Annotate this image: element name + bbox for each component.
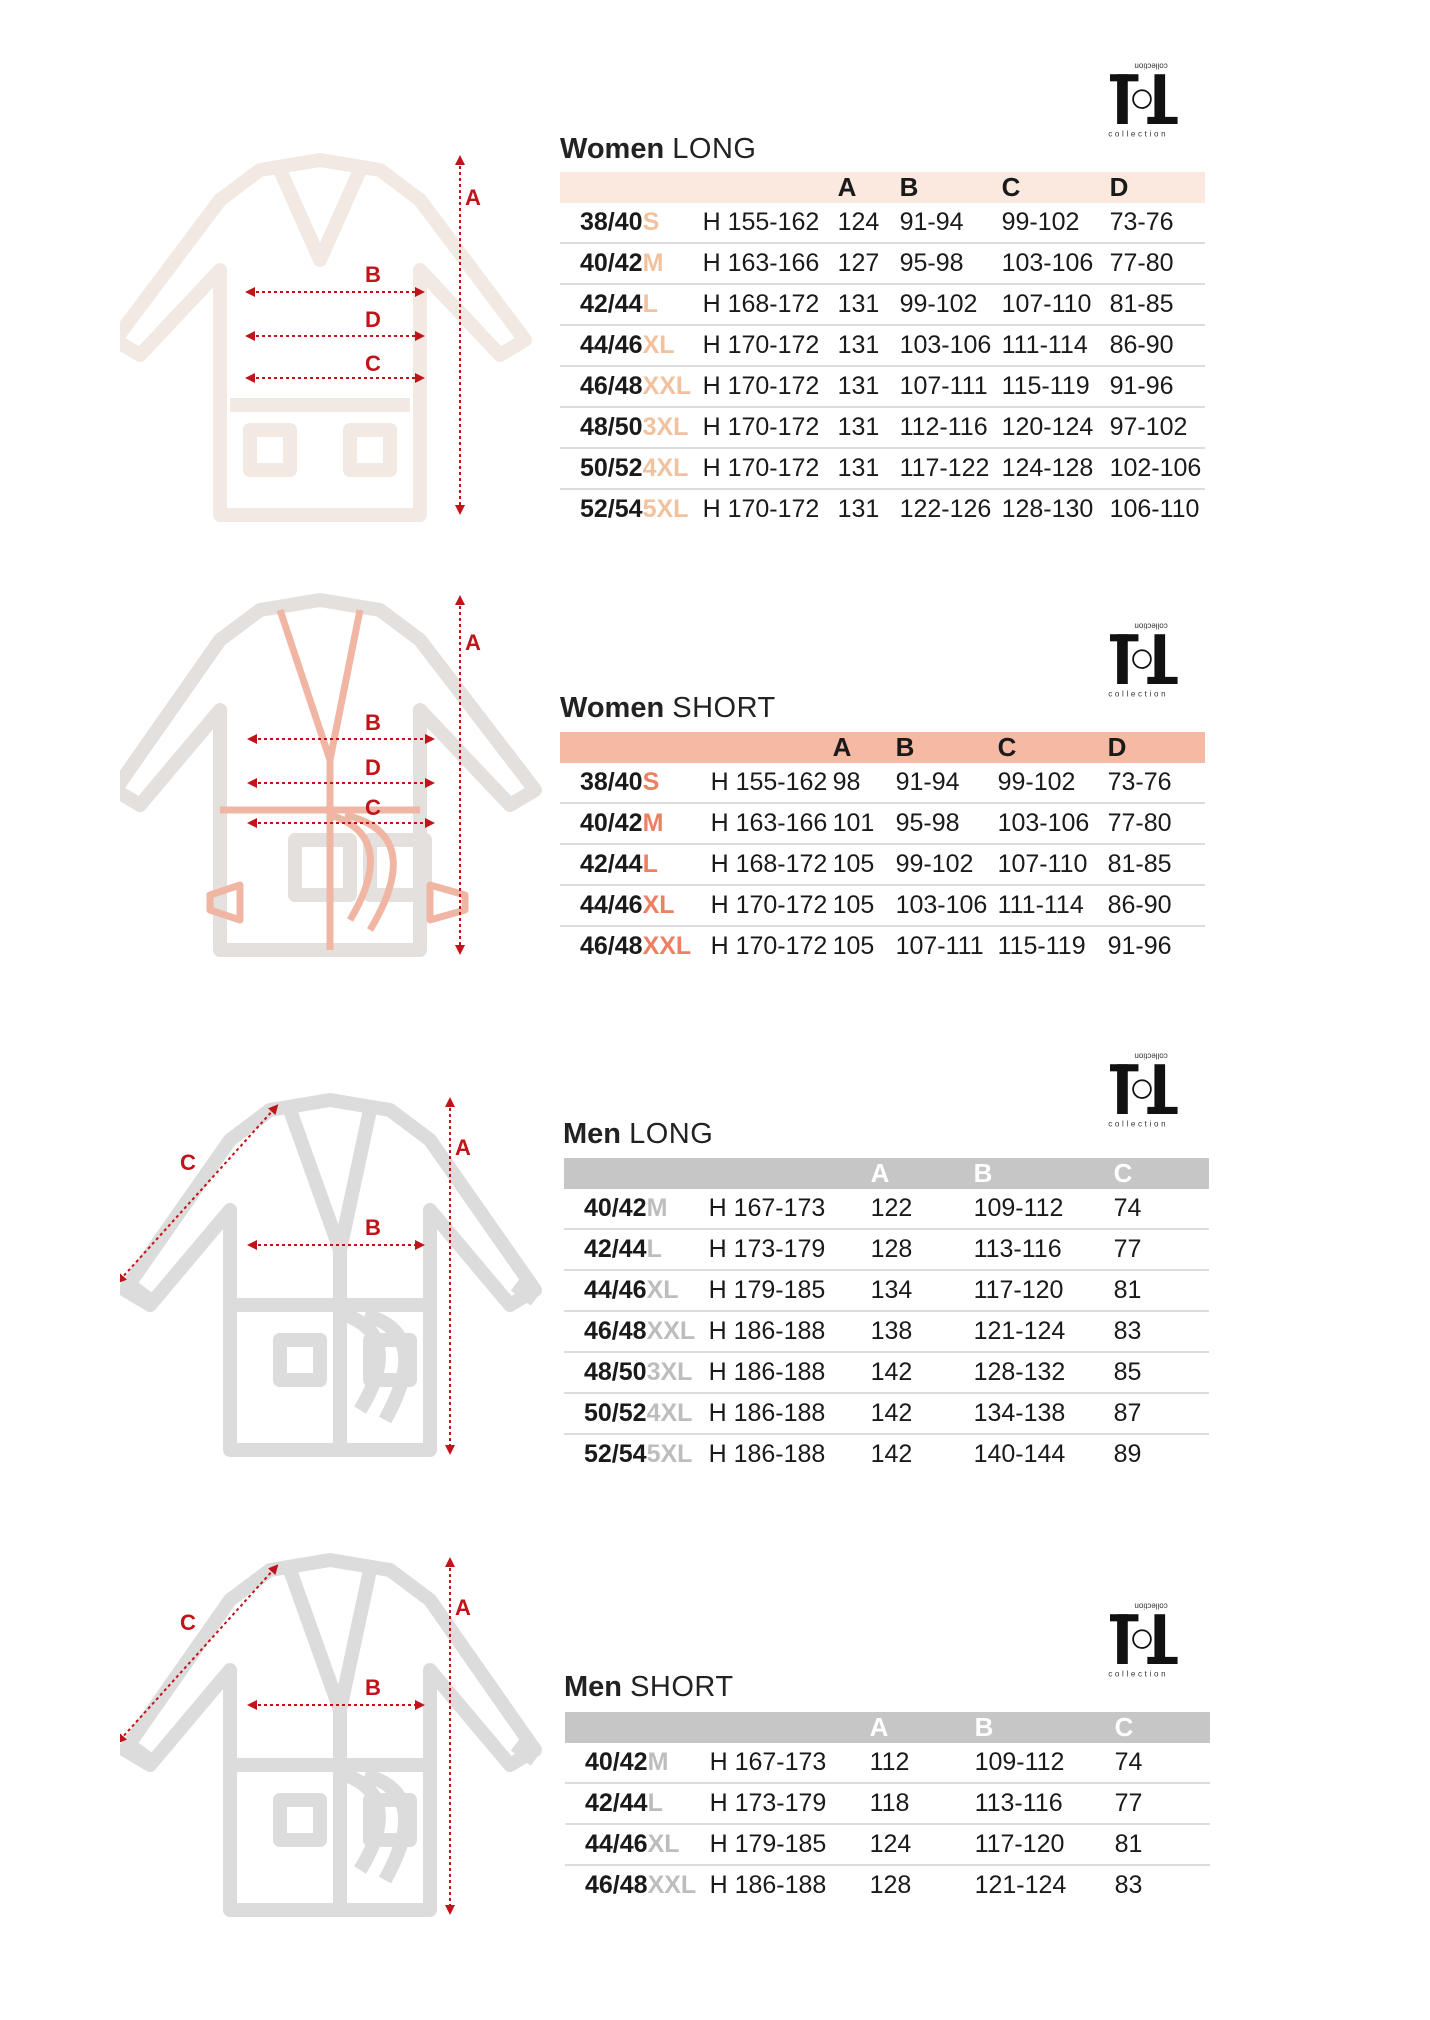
robe-diagram-men-long <box>120 1090 550 1470</box>
header-size <box>648 1712 710 1743</box>
title-bold: Women <box>560 692 665 724</box>
value-b: 91-94 <box>896 763 998 803</box>
value-c: 124-128 <box>1002 448 1110 489</box>
robe-diagram-men-short <box>120 1550 550 1930</box>
header-eu <box>564 1158 647 1189</box>
height: H 170-172 <box>703 366 838 407</box>
eu-size: 40/42 <box>560 243 643 284</box>
logo-text: collection <box>1108 1119 1169 1129</box>
header-height <box>703 172 838 203</box>
value-c: 77 <box>1115 1783 1210 1824</box>
height: H 170-172 <box>711 885 833 926</box>
height: H 186-188 <box>709 1352 871 1393</box>
title-light: SHORT <box>672 692 776 724</box>
label-b: B <box>365 710 381 735</box>
label-d: D <box>365 755 381 780</box>
size-letter: M <box>648 1743 710 1783</box>
label-c: C <box>180 1150 196 1175</box>
table-row <box>560 926 1205 966</box>
table-row <box>564 1189 1209 1229</box>
size-letter: XXL <box>642 932 692 960</box>
label-b: B <box>365 262 381 287</box>
header-eu <box>560 172 643 203</box>
eu-size: 42/44 <box>565 1783 648 1824</box>
value-b: 112-116 <box>900 407 1002 448</box>
brand-logo <box>1095 620 1205 700</box>
eu-size: 52/54 <box>580 495 643 523</box>
title-bold: Men <box>563 1118 621 1150</box>
value-c: 120-124 <box>1002 407 1110 448</box>
value-a: 131 <box>837 495 880 523</box>
table-row <box>560 243 1205 284</box>
size-letter: 5XL <box>642 495 689 523</box>
eu-size: 42/44 <box>560 844 643 885</box>
value-c: 99-102 <box>998 763 1108 803</box>
eu-size: 48/50 <box>560 407 643 448</box>
value-c: 87 <box>1114 1393 1209 1434</box>
table-row <box>560 325 1205 366</box>
height: H 155-162 <box>711 763 833 803</box>
table-row <box>560 448 1205 489</box>
size-letter: 4XL <box>643 448 703 489</box>
table-header-row <box>560 172 1205 203</box>
table-row <box>560 489 1205 529</box>
label-a: A <box>455 1135 471 1160</box>
eu-size: 46/48 <box>585 1871 648 1899</box>
height: H 170-172 <box>703 325 838 366</box>
label-c: C <box>180 1610 196 1635</box>
height: H 173-179 <box>709 1229 871 1270</box>
value-b: 95-98 <box>896 803 998 844</box>
header-b: B <box>900 172 1002 203</box>
value-b: 99-102 <box>900 284 1002 325</box>
label-b: B <box>365 1675 381 1700</box>
header-b: B <box>975 1712 1115 1743</box>
value-c: 103-106 <box>998 803 1108 844</box>
header-eu <box>565 1712 648 1743</box>
value-c: 89 <box>1113 1440 1142 1468</box>
value-b: 134-138 <box>974 1393 1114 1434</box>
value-c: 107-110 <box>998 844 1108 885</box>
value-a: 101 <box>833 803 896 844</box>
size-letter: 3XL <box>647 1352 709 1393</box>
size-letter: XL <box>647 1270 709 1311</box>
height: H 170-172 <box>703 448 838 489</box>
label-a: A <box>465 630 481 655</box>
value-a: 131 <box>838 325 900 366</box>
value-d: 97-102 <box>1110 407 1205 448</box>
value-a: 131 <box>838 448 900 489</box>
height: H 179-185 <box>709 1270 871 1311</box>
value-a: 118 <box>870 1783 975 1824</box>
eu-size: 38/40 <box>560 763 643 803</box>
section-women-short <box>0 580 1430 1000</box>
table-row <box>560 844 1205 885</box>
section-men-short <box>0 1540 1430 2000</box>
value-c: 111-114 <box>998 885 1108 926</box>
label-d: D <box>365 307 381 332</box>
brand-logo <box>1095 1050 1205 1130</box>
value-d: 86-90 <box>1110 325 1205 366</box>
size-letter: 4XL <box>647 1393 709 1434</box>
height: H 168-172 <box>703 284 838 325</box>
value-d: 81-85 <box>1108 844 1205 885</box>
value-a: 105 <box>833 885 896 926</box>
table-row <box>560 284 1205 325</box>
section-title <box>564 1671 734 1704</box>
title-light: LONG <box>672 133 757 165</box>
table-row <box>564 1311 1209 1352</box>
table-row <box>560 203 1205 243</box>
size-letter: 3XL <box>643 407 703 448</box>
label-c: C <box>365 795 381 820</box>
value-c: 128-130 <box>1001 495 1094 523</box>
table-header-row <box>564 1158 1209 1189</box>
eu-size: 48/50 <box>564 1352 647 1393</box>
value-d: 86-90 <box>1108 885 1205 926</box>
height: H 155-162 <box>703 203 838 243</box>
table-row <box>565 1865 1210 1905</box>
header-b: B <box>896 732 998 763</box>
eu-size: 46/48 <box>564 1311 647 1352</box>
header-c: C <box>1002 172 1110 203</box>
value-a: 124 <box>838 203 900 243</box>
height: H 170-172 <box>703 407 838 448</box>
header-height <box>710 1712 870 1743</box>
value-b: 122-126 <box>899 495 992 523</box>
value-b: 103-106 <box>900 325 1002 366</box>
height: H 167-173 <box>709 1189 871 1229</box>
value-c: 77 <box>1114 1229 1209 1270</box>
value-d: 106-110 <box>1109 495 1200 523</box>
value-a: 131 <box>838 284 900 325</box>
value-b: 121-124 <box>974 1871 1067 1899</box>
logo-text-flipped: collection <box>1134 1051 1168 1061</box>
value-a: 105 <box>833 844 896 885</box>
size-letter: L <box>643 284 703 325</box>
table-row <box>560 407 1205 448</box>
height: H 168-172 <box>711 844 833 885</box>
eu-size: 44/46 <box>560 885 643 926</box>
header-height <box>709 1158 871 1189</box>
height: H 170-172 <box>702 495 820 523</box>
value-b: 113-116 <box>975 1783 1115 1824</box>
logo-text-flipped: collection <box>1134 1601 1168 1611</box>
value-b: 91-94 <box>900 203 1002 243</box>
size-table-men-short <box>565 1712 1210 1905</box>
brand-logo <box>1095 60 1205 140</box>
size-letter: XXL <box>647 1871 697 1899</box>
value-a: 131 <box>838 407 900 448</box>
table-row <box>564 1270 1209 1311</box>
table-row <box>565 1743 1210 1783</box>
eu-size: 42/44 <box>560 284 643 325</box>
header-size <box>647 1158 709 1189</box>
value-a: 98 <box>833 763 896 803</box>
logo-text: collection <box>1108 689 1169 699</box>
value-b: 113-116 <box>974 1229 1114 1270</box>
value-a: 142 <box>871 1352 974 1393</box>
eu-size: 52/54 <box>584 1440 647 1468</box>
eu-size: 44/46 <box>565 1824 648 1865</box>
size-letter: L <box>643 844 711 885</box>
value-b: 117-120 <box>974 1270 1114 1311</box>
height: H 167-173 <box>710 1743 870 1783</box>
value-a: 127 <box>838 243 900 284</box>
header-c: C <box>1115 1712 1210 1743</box>
header-b: B <box>974 1158 1114 1189</box>
size-letter: XL <box>648 1824 710 1865</box>
table-header-row <box>560 732 1205 763</box>
height: H 186-188 <box>709 1393 871 1434</box>
size-letter: S <box>643 203 703 243</box>
header-size <box>643 172 703 203</box>
header-a: A <box>871 1158 974 1189</box>
size-letter: M <box>643 803 711 844</box>
value-b: 109-112 <box>975 1743 1115 1783</box>
value-b: 121-124 <box>974 1311 1114 1352</box>
header-a: A <box>838 172 900 203</box>
logo-text-flipped: collection <box>1134 621 1168 631</box>
height: H 179-185 <box>710 1824 870 1865</box>
value-c: 85 <box>1114 1352 1209 1393</box>
section-women-long <box>0 0 1430 560</box>
header-c: C <box>1114 1158 1209 1189</box>
value-c: 111-114 <box>1002 325 1110 366</box>
eu-size: 46/48 <box>580 932 643 960</box>
height: H 173-179 <box>710 1783 870 1824</box>
section-title <box>563 1118 713 1151</box>
value-a: 122 <box>871 1189 974 1229</box>
table-row <box>564 1434 1209 1474</box>
header-size <box>643 732 711 763</box>
table-row <box>560 763 1205 803</box>
value-a: 134 <box>871 1270 974 1311</box>
height: H 163-166 <box>703 243 838 284</box>
size-table-women-short <box>560 732 1205 966</box>
table-row <box>560 885 1205 926</box>
table-row <box>565 1783 1210 1824</box>
value-b: 128-132 <box>974 1352 1114 1393</box>
value-b: 117-122 <box>900 448 1002 489</box>
height: H 186-188 <box>709 1311 871 1352</box>
size-letter: L <box>648 1783 710 1824</box>
header-c: C <box>998 732 1108 763</box>
eu-size: 46/48 <box>560 366 643 407</box>
value-b: 117-120 <box>975 1824 1115 1865</box>
label-c: C <box>365 351 381 376</box>
value-d: 73-76 <box>1108 763 1205 803</box>
section-title <box>560 692 776 725</box>
height: H 186-188 <box>708 1440 826 1468</box>
value-c: 99-102 <box>1002 203 1110 243</box>
eu-size: 38/40 <box>560 203 643 243</box>
value-b: 107-111 <box>895 932 984 960</box>
eu-size: 44/46 <box>564 1270 647 1311</box>
logo-text: collection <box>1108 1669 1169 1679</box>
header-a: A <box>833 732 896 763</box>
robe-diagram-women-long <box>120 140 550 530</box>
header-a: A <box>870 1712 975 1743</box>
label-a: A <box>455 1595 471 1620</box>
value-b: 103-106 <box>896 885 998 926</box>
value-a: 142 <box>870 1440 913 1468</box>
brand-logo <box>1095 1600 1205 1680</box>
height: H 170-172 <box>710 932 828 960</box>
robe-diagram-women-short <box>120 590 550 970</box>
value-d: 73-76 <box>1110 203 1205 243</box>
value-b: 99-102 <box>896 844 998 885</box>
size-letter: M <box>647 1189 709 1229</box>
value-a: 105 <box>832 932 875 960</box>
logo-text-flipped: collection <box>1134 61 1168 71</box>
table-row <box>564 1352 1209 1393</box>
value-a: 128 <box>869 1871 912 1899</box>
header-d: D <box>1110 172 1205 203</box>
value-a: 128 <box>871 1229 974 1270</box>
size-letter: L <box>647 1229 709 1270</box>
title-bold: Women <box>560 133 665 165</box>
table-row <box>564 1393 1209 1434</box>
size-letter: XXL <box>647 1311 709 1352</box>
value-b: 107-111 <box>900 366 1002 407</box>
value-c: 103-106 <box>1002 243 1110 284</box>
eu-size: 40/42 <box>564 1189 647 1229</box>
value-a: 142 <box>871 1393 974 1434</box>
value-c: 83 <box>1114 1871 1143 1899</box>
logo-text: collection <box>1108 129 1169 139</box>
size-letter: 5XL <box>646 1440 693 1468</box>
value-c: 83 <box>1114 1311 1209 1352</box>
value-c: 115-119 <box>1002 366 1110 407</box>
value-a: 131 <box>838 366 900 407</box>
eu-size: 50/52 <box>560 448 643 489</box>
size-letter: S <box>643 763 711 803</box>
header-eu <box>560 732 643 763</box>
header-height <box>711 732 833 763</box>
value-c: 107-110 <box>1002 284 1110 325</box>
value-d: 77-80 <box>1110 243 1205 284</box>
title-light: LONG <box>629 1118 714 1150</box>
section-title <box>560 133 756 166</box>
table-row <box>565 1824 1210 1865</box>
value-c: 74 <box>1115 1743 1210 1783</box>
value-d: 102-106 <box>1110 448 1205 489</box>
value-a: 112 <box>870 1743 975 1783</box>
value-b: 95-98 <box>900 243 1002 284</box>
eu-size: 50/52 <box>564 1393 647 1434</box>
label-b: B <box>365 1215 381 1240</box>
height: H 163-166 <box>711 803 833 844</box>
table-row <box>564 1229 1209 1270</box>
value-c: 81 <box>1115 1824 1210 1865</box>
value-d: 91-96 <box>1107 932 1172 960</box>
value-a: 138 <box>871 1311 974 1352</box>
size-table-women-long <box>560 172 1205 529</box>
table-row <box>560 803 1205 844</box>
value-d: 91-96 <box>1110 366 1205 407</box>
value-b: 140-144 <box>973 1440 1066 1468</box>
value-c: 81 <box>1114 1270 1209 1311</box>
size-table-men-long <box>564 1158 1209 1474</box>
size-letter: M <box>643 243 703 284</box>
value-c: 115-119 <box>997 932 1086 960</box>
size-letter: XL <box>643 325 703 366</box>
header-d: D <box>1108 732 1205 763</box>
value-d: 81-85 <box>1110 284 1205 325</box>
value-c: 74 <box>1114 1189 1209 1229</box>
height: H 186-188 <box>709 1871 827 1899</box>
eu-size: 42/44 <box>564 1229 647 1270</box>
size-letter: XXL <box>643 366 703 407</box>
section-men-long <box>0 1051 1430 1500</box>
table-row <box>560 366 1205 407</box>
title-light: SHORT <box>630 1671 734 1703</box>
value-b: 109-112 <box>974 1189 1114 1229</box>
eu-size: 40/42 <box>565 1743 648 1783</box>
value-a: 124 <box>870 1824 975 1865</box>
title-bold: Men <box>564 1671 622 1703</box>
eu-size: 40/42 <box>560 803 643 844</box>
value-d: 77-80 <box>1108 803 1205 844</box>
size-letter: XL <box>643 885 711 926</box>
label-a: A <box>465 185 481 210</box>
table-header-row <box>565 1712 1210 1743</box>
eu-size: 44/46 <box>560 325 643 366</box>
